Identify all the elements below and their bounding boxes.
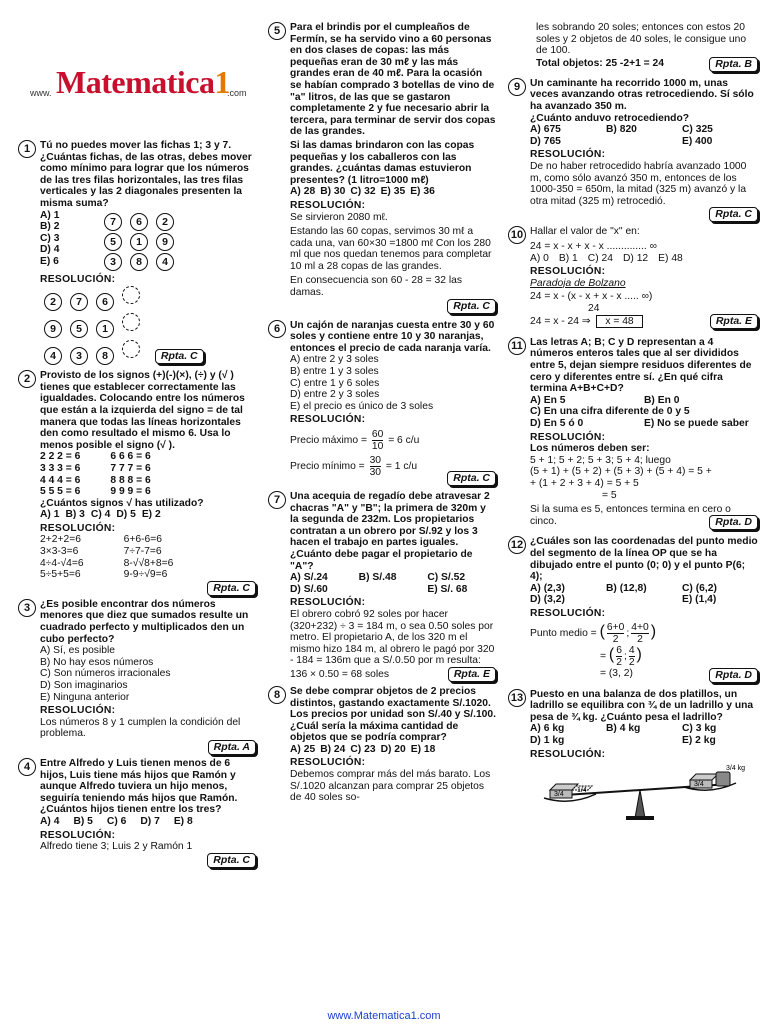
row: 5÷5+5=6 [40,569,81,581]
option: D) 20 [380,743,406,755]
option: E) Ninguna anterior [40,691,130,703]
answer-badge: Rpta. C [155,349,204,364]
answer-badge: Rpta. C [207,581,256,596]
row: 3 3 3 = 6 [40,462,81,474]
denominator: 30 [369,467,382,478]
option: D) entre 2 y 3 soles [290,389,380,401]
solution-text: 5 + 1; 5 + 2; 5 + 3; 5 + 4; luego [530,454,671,466]
option: E) S/. 68 [427,583,468,595]
solution-text: Debemos comprar más del más barato. Los S/.1020 alcanzan para comprar 25 objetos de 40 soles so- [290,769,491,804]
logo-brand [56,64,230,101]
resolution-heading: RESOLUCIÓN: [530,748,606,760]
question-text: Una acequia de regadío debe atravesar 2 chacras "A" y "B"; la primera de 320m y la segunda de 232m. Los propietarios contratan a un obrero por S/.92 y los 3 hacen el trabajo en partes iguales. ¿Cuánto debe pagar el propietario de "A"? [290,491,490,572]
question-number: 6 [268,320,286,338]
label-brick-right: 3/4 [694,781,704,789]
options [290,186,496,198]
question-number: 12 [508,536,526,554]
label-brick: 3/4 [554,791,564,799]
resolution-heading: RESOLUCIÓN: [40,829,116,841]
question-number: 4 [18,758,36,776]
answer-badge: Rpta. A [208,740,256,755]
logo-com: .com [227,88,247,98]
column-2 [268,22,496,807]
midpoint-eq: Punto medio = ( $\frac{6+0}{2}$ ; $\frac{4+0}{2}$ ) [530,621,657,645]
numerator: 4+0 [631,621,649,633]
option: C) 23 [350,743,376,755]
option: E) 18 [410,743,436,755]
option: C) 6 [106,815,127,827]
column-3 [508,22,758,825]
option: C) 24 [587,252,613,264]
option: E) el precio es único de 3 soles [290,400,434,412]
row: 9-9÷√9=6 [123,569,168,581]
question-number: 10 [508,226,526,244]
question-7 [268,491,496,682]
token: 4 [44,347,62,365]
answer-badge: Rpta. B [709,57,758,72]
row: 4÷4-√4=6 [40,557,84,569]
solution-text: Los números 8 y 1 cumplen la condición del problema. [40,716,241,740]
options [530,583,758,606]
footer-url[interactable]: www.Matematica1.com [327,1010,441,1022]
resolution-heading: RESOLUCIÓN: [40,522,116,534]
question-8 [268,686,496,804]
resolution-heading: RESOLUCIÓN: [530,266,606,278]
fraction [629,645,635,668]
option: B) En 0 [644,394,680,406]
subtitle: Paradoja de Bolzano [530,277,626,289]
question-text: Hallar el valor de "x" en: [530,226,640,238]
row: 6 6 6 = 6 [110,451,151,463]
solution-text: Alfredo tiene 3; Luis 2 y Ramón 1 [40,841,193,853]
magic-square-solution [40,285,256,366]
row: 4 4 4 = 6 [40,474,81,486]
question-number: 9 [508,78,526,96]
option: A) 28 [290,186,316,198]
option: B) 30 [320,186,346,198]
option: B) 3 [65,509,85,521]
option: C) 3 [40,232,60,244]
question-6 [268,320,496,486]
token: 5 [104,233,122,251]
label: Punto medio = [530,627,597,639]
option: C) Son números irracionales [40,668,171,680]
question-number: 13 [508,689,526,707]
option: E) 2 [141,509,161,521]
option: B) 820 [606,124,637,136]
numerator: 60 [371,429,384,440]
option: C) 32 [350,186,376,198]
answer-badge: Rpta. C [207,853,256,868]
equation: 24 = x - 24 ⇒ [530,315,591,327]
options [530,253,758,265]
solution-text: Si la suma es 5, entonces termina en cero o cinco. [530,504,731,527]
denominator: 2 [612,633,619,645]
option: E) 36 [410,186,435,198]
question-5 [268,22,496,314]
empty-slot [122,286,140,304]
question-text: ¿Cuáles son las coordenadas del punto medio del segmento de la línea OP que se ha dibujado entre el punto (0; 0) y el punto P(6; 4); [530,536,758,583]
equation: 24 = x - x + x - x .............. ∞ [530,240,657,252]
answer-badge: Rpta. E [710,314,758,329]
row: 7 7 7 = 6 [110,462,151,474]
option: E) 35 [380,186,406,198]
token: 3 [104,253,122,271]
equation: 24 = x - (x - x + x - x ..... ∞) [530,291,653,303]
row: 7÷7-7=6 [123,546,162,558]
question-number: 5 [268,22,286,40]
resolution-heading: RESOLUCIÓN: [530,149,606,161]
option: E) 8 [173,815,193,827]
option: E) (1,4) [682,594,717,606]
magic-square [100,210,178,272]
resolution-heading: RESOLUCIÓN: [290,414,366,426]
question-text: Las letras A; B; C y D representan a 4 números enteros tales que al ser divididos entre 5, dejan siempre residuos diferentes de cero y diferentes entre sí. ¿En qué cifra termina A+B+C+D? [530,336,752,395]
token: 8 [130,253,148,271]
max-price [290,429,496,452]
question-2 [18,370,256,596]
option: C) entre 1 y 6 soles [290,377,380,389]
question-12 [508,536,758,682]
question-4 [18,758,256,868]
option: A) 0 [530,252,549,264]
resolution-heading: RESOLUCIÓN: [290,757,366,769]
question-subtext: ¿Cuánto anduvo retrocediendo? [530,112,690,124]
question-number: 1 [18,140,36,158]
option: A) 6 kg [530,723,565,735]
answer-badge: Rpta. C [709,207,758,222]
option: C) En una cifra diferente de 0 y 5 [530,406,690,418]
answer-badge: Rpta. D [709,668,758,683]
question-1 [18,140,256,366]
fraction [607,622,624,645]
token: 6 [130,213,148,231]
option: D) (3,2) [530,594,565,606]
row: 2+2+2=6 [40,534,81,546]
options [40,509,256,521]
row: 3×3-3=6 [40,546,79,558]
numerator: 4 [628,644,635,656]
option: A) 4 [40,815,60,827]
option: C) 325 [682,124,713,136]
denominator: 10 [371,441,384,452]
denominator: 2 [628,656,635,668]
solution-text: En consecuencia son 60 - 28 = 32 las damas. [290,275,463,299]
option: B) 4 kg [606,723,641,735]
numerator: 6+0 [606,621,625,633]
options [530,124,758,147]
option: A) Sí, es posible [40,645,115,657]
answer-badge: Rpta. C [447,299,496,314]
option: D) 7 [140,815,160,827]
option: A) 25 [290,743,316,755]
q2-solution [40,534,256,580]
logo-brand-number: 1 [214,64,230,100]
question-text: Entre Alfredo y Luis tienen menos de 6 hijos, Luis tiene más hijos que Ramón y aunque Alfredo tuviera un hijo menos, seguiría teniendo más hijos que Ramón. ¿Cuántos hijos tienen entre los tres? [40,757,238,816]
resolution-heading: RESOLUCIÓN: [290,597,366,609]
token: 5 [70,320,88,338]
logo-brand-text: Matematica [56,64,215,100]
fraction [372,429,383,452]
solution-text: 136 × 0.50 = 68 soles [290,668,390,680]
denominator: 2 [616,656,622,668]
question-11 [508,337,758,531]
solution-text: Los números deben ser: [530,443,650,455]
row: 2 2 2 = 6 [40,451,81,463]
solution-text: + (1 + 2 + 3 + 4) = 5 + 5 [530,478,639,489]
total-text: Total objetos: 25 -2+1 = 24 [536,58,664,70]
question-3 [18,599,256,755]
resolution-heading: RESOLUCIÓN: [40,273,116,285]
option: B) S/.48 [358,572,397,584]
option: D) 4 [40,244,60,256]
final-result: = (3, 2) [600,667,633,679]
q8-continuation [508,22,758,72]
fraction [370,455,381,478]
option: B) 5 [73,815,93,827]
question-text: Se debe comprar objetos de 2 precios distintos, gastando exactamente S/.1020. Los precios por unidad son S/.40 y S/.100. ¿Cuál sería la máxima cantidad de objetos que se podría comprar? [290,685,496,744]
option: E) 2 kg [682,734,716,746]
question-text: ¿Es posible encontrar dos números menores que diez que sumados resulte un cuadrado perfecto y multiplicados den un cubo perfecto? [40,598,249,645]
column-1 [18,140,256,871]
logo-www: www. [30,88,52,98]
option: A) (2,3) [530,582,565,594]
answer-badge: Rpta. E [448,667,496,682]
equation-under: 24 [588,302,600,314]
option: D) Son imaginarios [40,680,128,691]
option: E) 6 [40,255,59,267]
question-13 [508,689,758,823]
boxed-answer: x = 48 [596,315,642,328]
question-text: Puesto en una balanza de dos platillos, un ladrillo se equilibra con ¾ de un ladrillo y una pesa de ¾ kg. ¿Cuánto pesa el ladrillo? [530,688,754,723]
result: = 1 c/u [385,461,418,473]
solution-text: (5 + 1) + (5 + 2) + (5 + 3) + (5 + 4) = 5 + [530,466,712,478]
row: 6+6-6=6 [123,534,163,546]
question-number: 11 [508,337,526,355]
question-text: Para el brindis por el cumpleaños de Fermín, se ha servido vino a 60 personas en dos clases de copas: las más pequeñas eran de 30 mℓ y las más grandes eran de 40 mℓ. Para la ocasión se habían comprado 3 botellas de vino de "a" litros, de las que se gastaron completamente 2 y fue necesario abrir la tercera, para terminar de servir dos copas de las grandes. [290,22,496,138]
option: E) 48 [658,252,683,264]
option: C) 4 [90,509,111,521]
question-text: Tú no puedes mover las fichas 1; 3 y 7. ¿Cuántas fichas, de las otras, debes mover como mínimo para lograr que los números de las tres filas horizontales, las tres filas verticales y las 2 diagonales presenten la misma suma? [40,140,252,209]
balance-scale-illustration [530,760,750,822]
option: A) entre 2 y 3 soles [290,354,379,366]
option: A) 1 [40,209,60,221]
question-text: Un caminante ha recorrido 1000 m, unas veces avanzando otras retrocediendo. Sí sólo ha avanzado 350 m. [530,77,754,112]
fraction [631,622,648,645]
token: 9 [44,320,62,338]
option: D) En 5 ó 0 [530,418,584,430]
resolution-heading: RESOLUCIÓN: [530,431,606,443]
question-number: 7 [268,491,286,509]
options [290,572,496,595]
option: A) S/.24 [290,572,328,584]
label-quarter: 1/4 [577,787,587,795]
question-9 [508,78,758,223]
option: D) 12 [622,252,649,264]
resolution-heading: RESOLUCIÓN: [40,705,116,717]
solution-text: les sobrando 20 soles; entonces con estos 20 soles y 2 objetos de 40 soles, le consigue uno de 100. [536,22,747,57]
midpoint-eq-2: = ( $\frac{6}{2}$ ; $\frac{4}{2}$ ) [600,644,642,668]
solution-text: Se sirvieron 2080 mℓ. [290,211,388,223]
solution-text: Estando las 60 copas, servimos 30 mℓ a cada una, van 60×30 =1800 mℓ Con los 280 ml que nos quedan tenemos para completar 10 ml a 28 copas de las grandes. [290,226,492,272]
answer-badge: Rpta. C [447,471,496,486]
token: 7 [104,213,122,231]
numerator: 30 [369,455,382,466]
row: 8 8 8 = 6 [110,474,151,486]
fraction [616,645,622,668]
option: B) 1 [558,252,578,264]
option: A) 675 [530,124,561,136]
option: D) 1 kg [530,734,565,746]
option: E) No se puede saber [644,418,749,430]
option: E) 400 [682,135,713,147]
option: C) (6,2) [682,582,717,594]
option: A) En 5 [530,394,566,406]
label: Precio máximo = [290,435,367,447]
question-number: 2 [18,370,36,388]
resolution-heading: RESOLUCIÓN: [290,199,366,211]
token: 1 [96,320,114,338]
label-weight: 3/4 kg [726,765,746,773]
options [40,816,256,828]
question-10 [508,226,758,329]
denominator: 2 [637,633,643,645]
question-text: Provisto de los signos (+)(-)(×), (÷) y (√ ) tienes que establecer correctamente las igualdades. Colocando entre los números que están a la izquierda del signo = de tal manera que todas las líneas horizontales den como resultado el mismo 6. Usa lo menos posible el signo (√ ). [40,370,245,451]
options [530,395,758,430]
token: 2 [44,293,62,311]
solution-text: El obrero cobró 92 soles por hacer (320+232) ÷ 3 = 184 m, o sea 0.50 soles por metro. El propietario A, de los 320 m el mismo hizo 184 m, al obrero le pagó por 320 - 184 = 136m que a S/.0.50 por m resulta: [290,608,495,667]
options [530,723,758,746]
option: B) No hay esos números [40,656,154,668]
option: B) (12,8) [606,582,647,594]
question-number: 3 [18,599,36,617]
token: 9 [156,233,174,251]
question-subtext: ¿Cuántos signos √ has utilizado? [40,497,204,509]
option: D) S/.60 [290,583,328,595]
option: B) 2 [40,221,60,233]
answer-badge: Rpta. D [709,515,758,530]
token: 7 [70,293,88,311]
row: 5 5 5 = 6 [40,486,81,498]
option: A) 1 [40,509,60,521]
q2-rows [40,451,256,497]
token: 4 [156,253,174,271]
question-text: Un cajón de naranjas cuesta entre 30 y 60 soles y contiene entre 10 y 30 naranjas, entonces el precio de cada naranja varía. [290,319,495,354]
option: D) 765 [530,135,561,147]
resolution-heading: RESOLUCIÓN: [530,607,606,619]
result: = 6 c/u [388,435,420,447]
question-text-2: Si las damas brindaron con las copas pequeñas y los caballeros con las grandes. ¿cuántas damas estuvieron presentes? (1 litro=1000 mℓ) [290,139,475,186]
token: 8 [96,347,114,365]
question-number: 8 [268,686,286,704]
token: 6 [96,293,114,311]
token: 3 [70,347,88,365]
option: B) entre 1 y 3 soles [290,366,379,378]
option: C) 3 kg [682,723,717,735]
solution-text: De no haber retrocedido habría avanzado 1000 m, como sólo avanzó 350 m, entonces de los 1000-350 = 650m, la mitad (325 m) avanzó y la otra mitad (325 m) retrocedió. [530,160,747,207]
numerator: 6 [616,644,622,656]
q1-options-grid [40,210,256,272]
option: D) 5 [116,509,136,521]
solution-text: = 5 [602,489,617,501]
option: B) 24 [320,743,346,755]
row: 8-√√8+8=6 [123,557,174,569]
token: 1 [130,233,148,251]
label: Precio mínimo = [290,461,365,473]
option: C) S/.52 [427,572,466,584]
token: 2 [156,213,174,231]
empty-slot [122,340,140,358]
options [290,744,496,756]
empty-slot [122,313,140,331]
row: 9 9 9 = 6 [110,486,151,498]
